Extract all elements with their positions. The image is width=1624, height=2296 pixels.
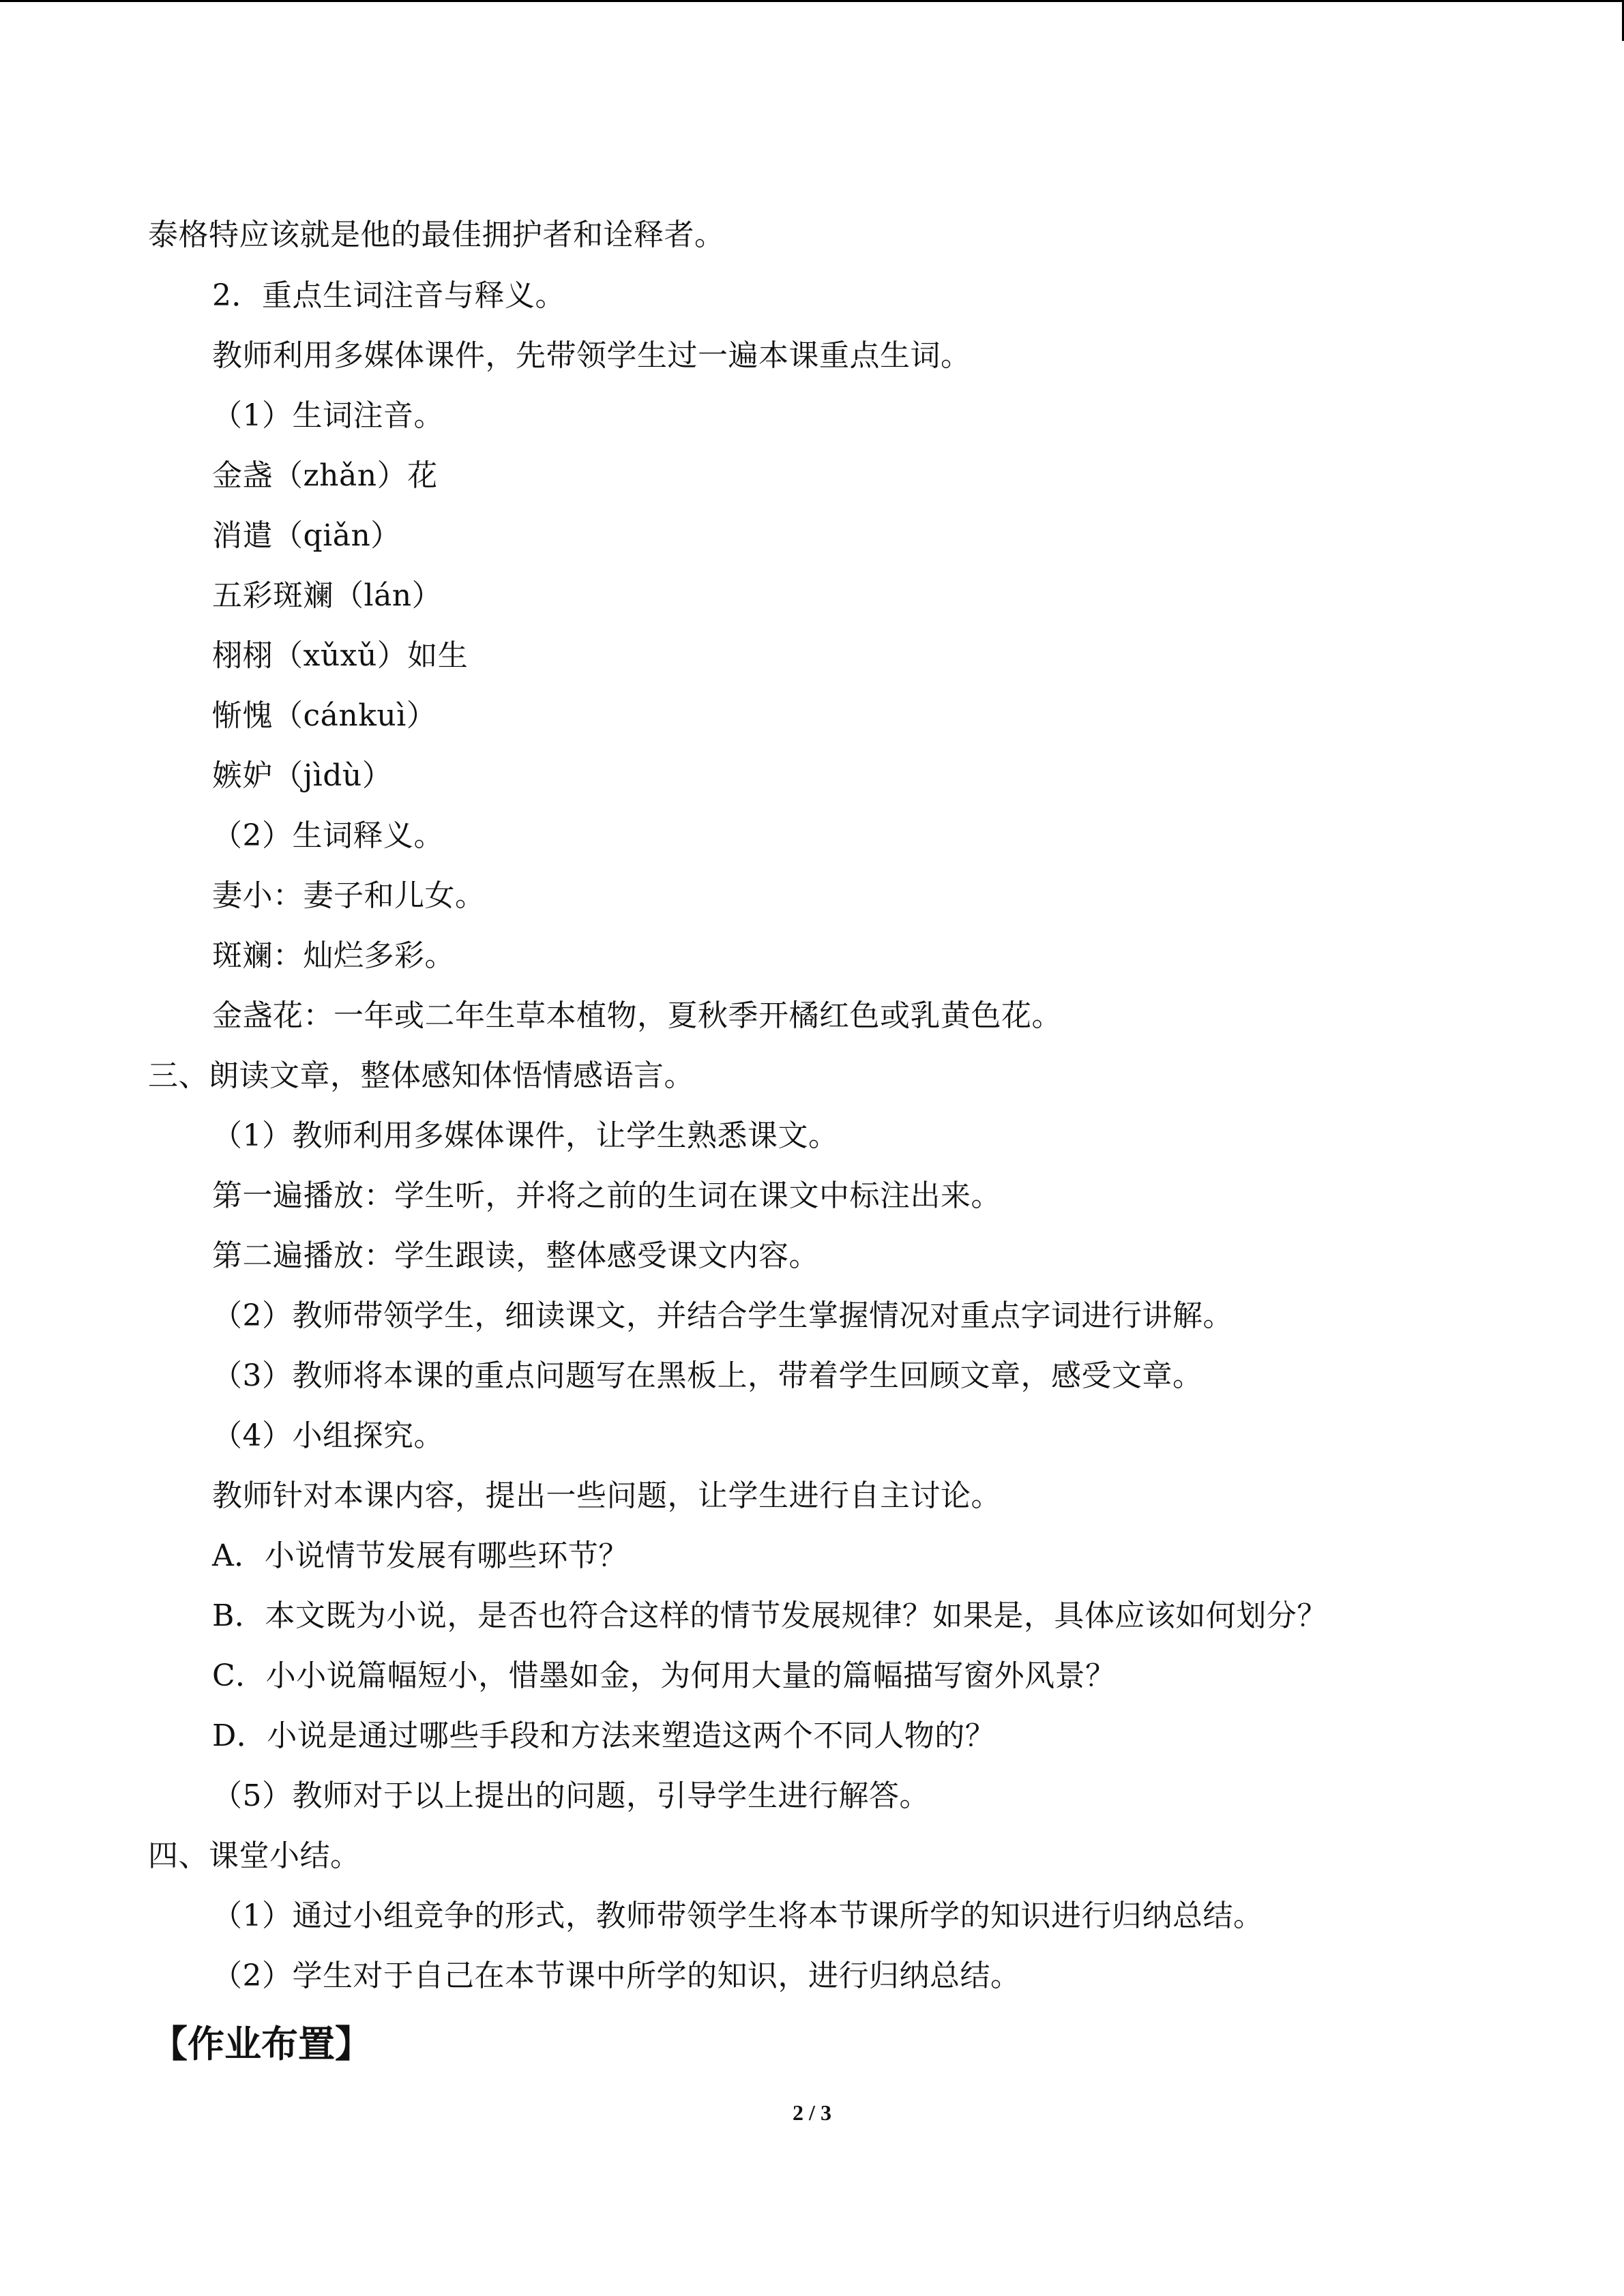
text-line: 第一遍播放：学生听，并将之前的生词在课文中标注出来。 [212,1178,1001,1213]
text-line: （1）通过小组竞争的形式，教师带领学生将本节课所学的知识进行归纳总结。 [212,1898,1264,1933]
text-line: 金盏花：一年或二年生草本植物，夏秋季开橘红色或乳黄色花。 [212,998,1062,1033]
text-line: （3）教师将本课的重点问题写在黑板上，带着学生回顾文章，感受文章。 [212,1358,1203,1393]
text-line: 斑斓：灿烂多彩。 [212,938,455,973]
text-line: （1）教师利用多媒体课件，让学生熟悉课文。 [212,1118,839,1153]
text-line: D．小说是通过哪些手段和方法来塑造这两个不同人物的？ [212,1718,996,1753]
text-line: 嫉妒（jìdù） [212,758,393,793]
text-line: C．小小说篇幅短小，惜墨如金，为何用大量的篇幅描写窗外风景？ [212,1658,1116,1693]
text-line: B．本文既为小说，是否也符合这样的情节发展规律？如果是，具体应该如何划分？ [212,1598,1327,1633]
text-line: 教师针对本课内容，提出一些问题，让学生进行自主讨论。 [212,1478,1001,1513]
text-line: 栩栩（xǔxǔ）如生 [212,638,469,673]
text-line: 2．重点生词注音与释义。 [212,278,565,313]
text-line: 消遣（qiǎn） [212,518,401,553]
page-number: 2 / 3 [793,2100,831,2125]
text-line: 教师利用多媒体课件，先带领学生过一遍本课重点生词。 [212,338,971,373]
text-line: 金盏（zhǎn）花 [212,458,438,493]
homework-heading: 【作业布置】 [151,2023,372,2066]
text-line: （2）学生对于自己在本节课中所学的知识，进行归纳总结。 [212,1958,1021,1993]
text-line: 泰格特应该就是他的最佳拥护者和诠释者。 [148,218,725,252]
text-line: （4）小组探究。 [212,1418,444,1453]
text-line: 惭愧（cánkuì） [212,698,437,733]
text-line: 第二遍播放：学生跟读，整体感受课文内容。 [212,1238,819,1273]
text-line: （1）生词注音。 [212,398,444,433]
text-line: A．小说情节发展有哪些环节？ [212,1538,629,1573]
text-line: （2）生词释义。 [212,818,444,853]
top-border [0,0,1624,2]
text-line: （2）教师带领学生，细读课文，并结合学生掌握情况对重点字词进行讲解。 [212,1298,1233,1333]
text-line: （5）教师对于以上提出的问题，引导学生进行解答。 [212,1778,930,1813]
section-title: 三、朗读文章，整体感知体悟情感语言。 [148,1058,694,1093]
text-line: 妻小：妻子和儿女。 [212,878,486,913]
text-line: 五彩斑斓（lán） [212,578,443,613]
section-title: 四、课堂小结。 [148,1838,361,1873]
